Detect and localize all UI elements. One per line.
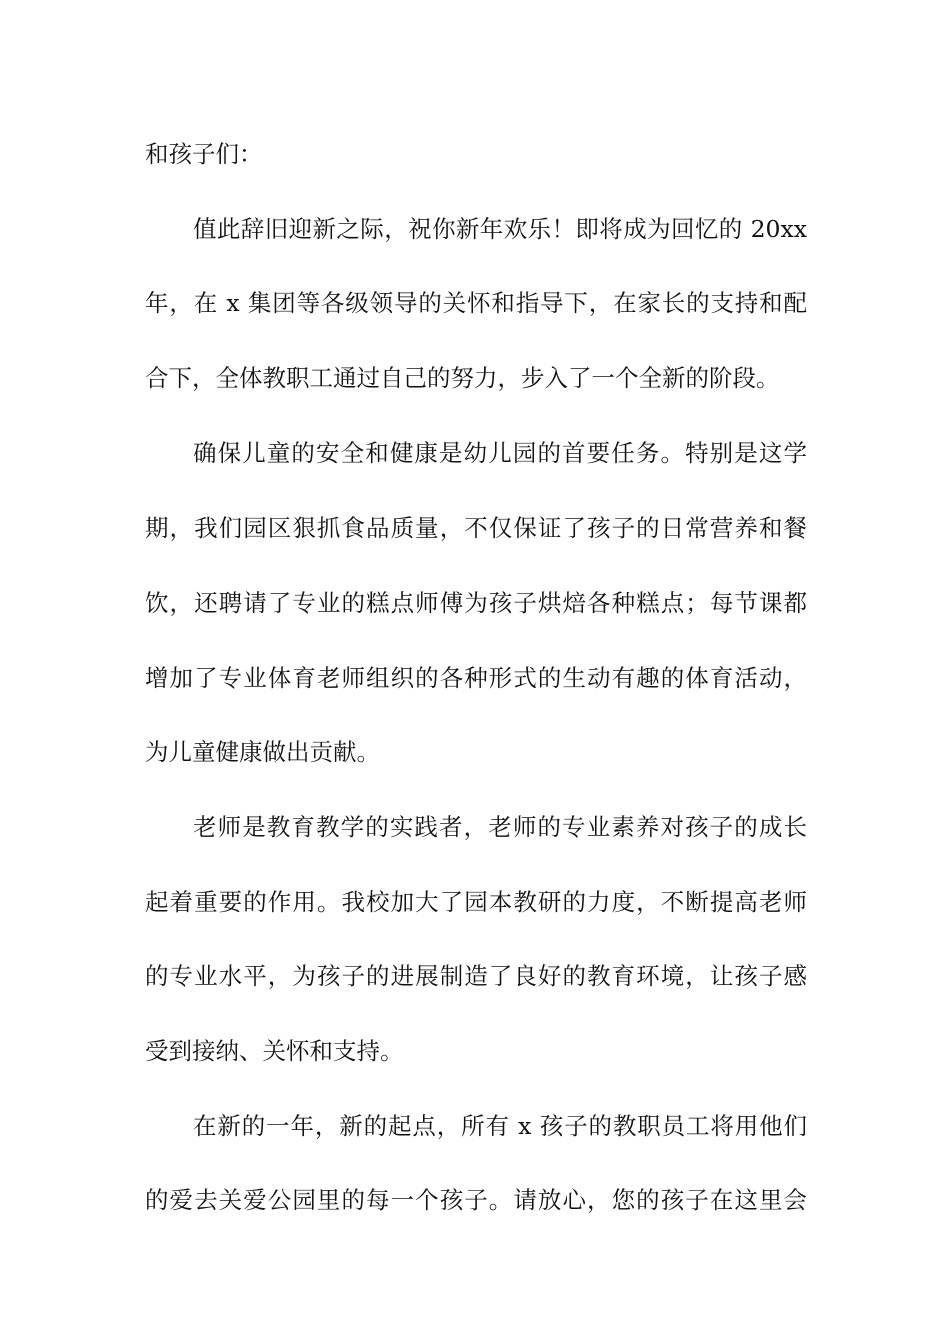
- paragraph-line: 受到接纳、关怀和支持。: [145, 1037, 404, 1065]
- paragraph-line: 的专业水平，为孩子的进展制造了良好的教育环境，让孩子感: [145, 962, 807, 990]
- paragraph-line: 合下，全体教职工通过自己的努力，步入了一个全新的阶段。: [145, 364, 780, 392]
- paragraph-line: 饮，还聘请了专业的糕点师傅为孩子烘焙各种糕点；每节课都: [145, 589, 807, 617]
- paragraph-line: 年，在 x 集团等各级领导的关怀和指导下，在家长的支持和配: [145, 289, 807, 317]
- paragraph-line: 老师是教育教学的实践者，老师的专业素养对孩子的成长: [193, 813, 807, 841]
- paragraph-line: 的爱去关爱公园里的每一个孩子。请放心，您的孩子在这里会: [145, 1186, 807, 1214]
- paragraph-line: 期，我们园区狠抓食品质量，不仅保证了孩子的日常营养和餐: [145, 514, 807, 542]
- paragraph-line: 为儿童健康做出贡献。: [145, 738, 380, 766]
- paragraph-line: 值此辞旧迎新之际，祝你新年欢乐！即将成为回忆的 20xx: [193, 215, 807, 243]
- paragraph-line: 确保儿童的安全和健康是幼儿园的首要任务。特别是这学: [193, 439, 807, 467]
- paragraph-line: 起着重要的作用。我校加大了园本教研的力度，不断提高老师: [145, 888, 807, 916]
- paragraph-line: 和孩子们：: [145, 140, 263, 168]
- paragraph-line: 增加了专业体育老师组织的各种形式的生动有趣的体育活动，: [145, 664, 807, 692]
- paragraph-line: 在新的一年，新的起点，所有 x 孩子的教职员工将用他们: [193, 1112, 807, 1140]
